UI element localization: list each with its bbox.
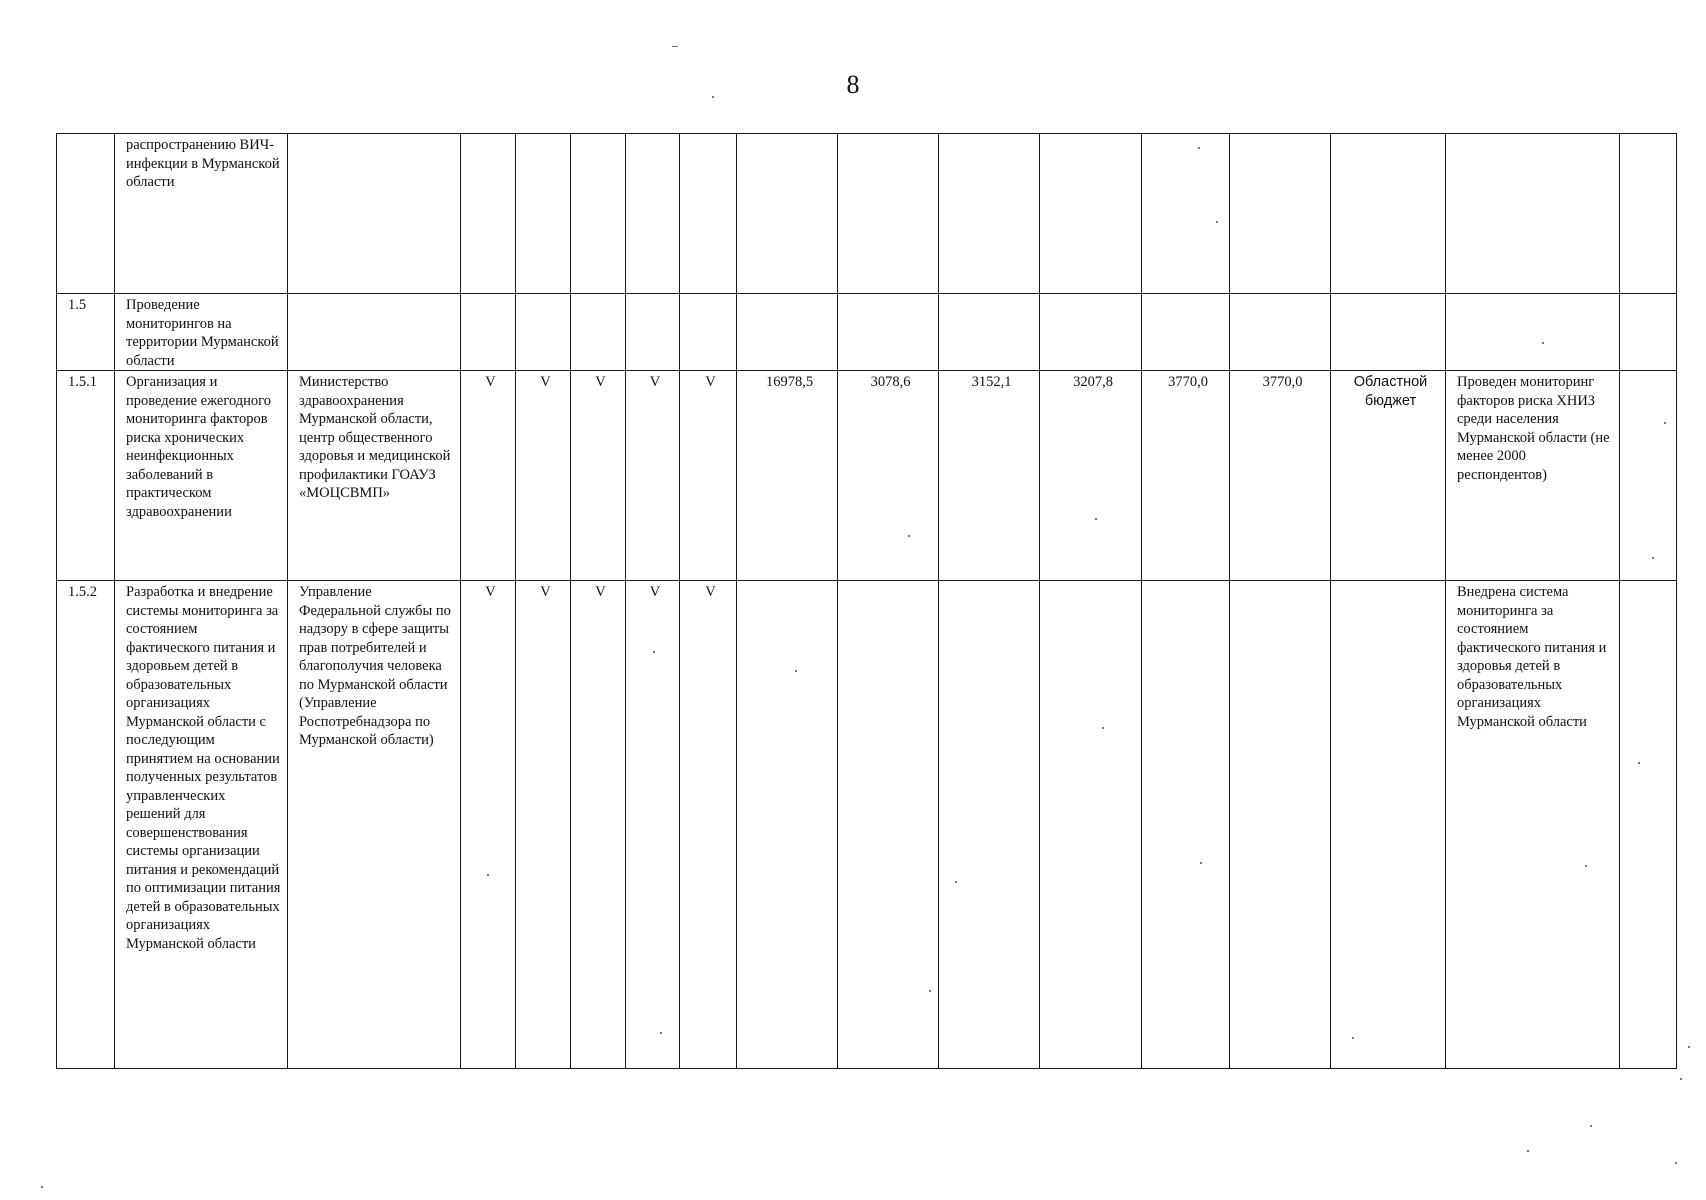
activity-name: Проведение мониторингов на территории Мурманской области bbox=[115, 294, 288, 371]
expected-result bbox=[1446, 134, 1620, 294]
executor bbox=[288, 294, 461, 371]
funding-year-5 bbox=[1230, 134, 1331, 294]
year-mark bbox=[516, 294, 571, 371]
funding-source bbox=[1331, 294, 1446, 371]
year-mark: V bbox=[680, 581, 737, 1069]
funding-total bbox=[737, 294, 838, 371]
scan-speck bbox=[653, 651, 655, 653]
scan-speck bbox=[1352, 1037, 1354, 1039]
extra-column bbox=[1620, 581, 1677, 1069]
funding-year-1: 3078,6 bbox=[838, 371, 939, 581]
year-mark bbox=[626, 294, 680, 371]
scan-speck bbox=[712, 96, 714, 98]
scan-speck bbox=[1102, 727, 1104, 729]
funding-year-2 bbox=[939, 134, 1040, 294]
funding-year-2 bbox=[939, 294, 1040, 371]
year-mark bbox=[680, 294, 737, 371]
table-row bbox=[57, 294, 1677, 371]
year-mark bbox=[461, 294, 516, 371]
item-number: 1.5 bbox=[57, 294, 115, 371]
table-row bbox=[57, 371, 1677, 581]
program-table bbox=[56, 133, 1677, 1069]
year-mark bbox=[680, 134, 737, 294]
expected-result: Внедрена система мониторинга за состоянием фактического питания и здоровья детей в образовательных организациях Мурманской области bbox=[1446, 581, 1620, 1069]
funding-year-4: 3770,0 bbox=[1142, 371, 1230, 581]
funding-source bbox=[1331, 134, 1446, 294]
scan-speck bbox=[1590, 1125, 1592, 1127]
scan-speck bbox=[1688, 1046, 1690, 1048]
year-mark: V bbox=[461, 371, 516, 581]
scan-speck bbox=[955, 881, 957, 883]
year-mark: V bbox=[516, 581, 571, 1069]
funding-year-5 bbox=[1230, 294, 1331, 371]
funding-year-1 bbox=[838, 294, 939, 371]
scan-speck bbox=[1652, 557, 1654, 559]
table-row bbox=[57, 134, 1677, 294]
scan-speck bbox=[1680, 1078, 1682, 1080]
funding-year-5 bbox=[1230, 581, 1331, 1069]
year-mark: V bbox=[680, 371, 737, 581]
item-number: 1.5.1 bbox=[57, 371, 115, 581]
scan-speck bbox=[1664, 422, 1666, 424]
scan-speck bbox=[1216, 221, 1218, 223]
item-number bbox=[57, 134, 115, 294]
activity-name: распространению ВИЧ-инфекции в Мурманской области bbox=[115, 134, 288, 294]
item-number: 1.5.2 bbox=[57, 581, 115, 1069]
page-number: 8 bbox=[846, 70, 860, 99]
funding-year-1 bbox=[838, 134, 939, 294]
scan-speck bbox=[1585, 865, 1587, 867]
activity-name: Разработка и внедрение системы мониторинга за состоянием фактического питания и здоровьем детей в образовательных организациях Мурманской области с последующим принятием на основании полученных результатов управленческих решений для совершенствования системы организации питания и рекомендаций по оптимизации питания детей в образовательных организациях Мурманской области bbox=[115, 581, 288, 1069]
executor: Министерство здравоохранения Мурманской области, центр общественного здоровья и медицинской профилактики ГОАУЗ «МОЦСВМП» bbox=[288, 371, 461, 581]
scan-speck bbox=[660, 1032, 662, 1034]
year-mark: V bbox=[626, 581, 680, 1069]
executor bbox=[288, 134, 461, 294]
scan-speck bbox=[672, 46, 678, 47]
table-row bbox=[57, 581, 1677, 1069]
scan-speck bbox=[1198, 147, 1200, 149]
funding-year-3 bbox=[1040, 134, 1142, 294]
funding-total bbox=[737, 134, 838, 294]
expected-result bbox=[1446, 294, 1620, 371]
scan-speck bbox=[1527, 1150, 1529, 1152]
funding-year-3 bbox=[1040, 581, 1142, 1069]
expected-result: Проведен мониторинг факторов риска ХНИЗ среди населения Мурманской области (не менее 2000 респондентов) bbox=[1446, 371, 1620, 581]
year-mark bbox=[516, 134, 571, 294]
year-mark bbox=[571, 134, 626, 294]
scan-speck bbox=[795, 670, 797, 672]
scan-speck bbox=[1542, 342, 1544, 344]
funding-year-1 bbox=[838, 581, 939, 1069]
funding-total bbox=[737, 581, 838, 1069]
year-mark bbox=[571, 294, 626, 371]
funding-year-4 bbox=[1142, 294, 1230, 371]
year-mark bbox=[461, 134, 516, 294]
funding-year-3: 3207,8 bbox=[1040, 371, 1142, 581]
year-mark: V bbox=[626, 371, 680, 581]
year-mark bbox=[626, 134, 680, 294]
scan-speck bbox=[1638, 762, 1640, 764]
year-mark: V bbox=[571, 371, 626, 581]
scan-speck bbox=[1095, 518, 1097, 520]
funding-year-2: 3152,1 bbox=[939, 371, 1040, 581]
scan-speck bbox=[487, 874, 489, 876]
funding-year-4 bbox=[1142, 134, 1230, 294]
funding-source: Областной бюджет bbox=[1331, 371, 1446, 581]
funding-total: 16978,5 bbox=[737, 371, 838, 581]
funding-year-5: 3770,0 bbox=[1230, 371, 1331, 581]
funding-year-2 bbox=[939, 581, 1040, 1069]
scan-speck bbox=[1675, 1162, 1677, 1164]
year-mark: V bbox=[461, 581, 516, 1069]
funding-year-3 bbox=[1040, 294, 1142, 371]
scan-speck bbox=[41, 1186, 43, 1188]
scan-speck bbox=[908, 535, 910, 537]
activity-name: Организация и проведение ежегодного мониторинга факторов риска хронических неинфекционных заболеваний в практическом здравоохранении bbox=[115, 371, 288, 581]
extra-column bbox=[1620, 371, 1677, 581]
funding-year-4 bbox=[1142, 581, 1230, 1069]
year-mark: V bbox=[571, 581, 626, 1069]
extra-column bbox=[1620, 134, 1677, 294]
extra-column bbox=[1620, 294, 1677, 371]
scan-speck bbox=[1200, 862, 1202, 864]
funding-source bbox=[1331, 581, 1446, 1069]
executor: Управление Федеральной службы по надзору в сфере защиты прав потребителей и благополучия человека по Мурманской области (Управление Роспотребнадзора по Мурманской области) bbox=[288, 581, 461, 1069]
scan-speck bbox=[929, 990, 931, 992]
year-mark: V bbox=[516, 371, 571, 581]
